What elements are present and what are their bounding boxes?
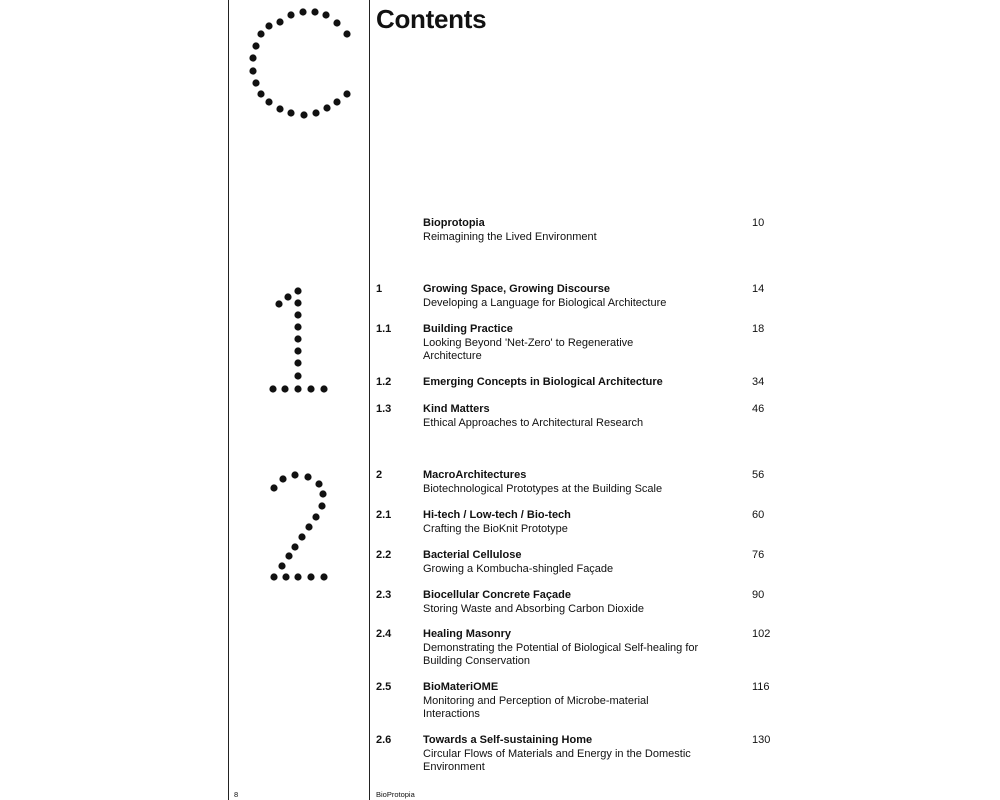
page-title: Contents — [376, 4, 487, 34]
glyph-dot — [276, 18, 283, 25]
entry-text — [423, 734, 698, 775]
entry-subtitle: Ethical Approaches to Architectural Research — [423, 416, 644, 429]
entry-text — [423, 323, 653, 364]
glyph-dot — [319, 490, 326, 497]
glyph-dot — [275, 300, 282, 307]
entry-number: 2.2 — [376, 549, 392, 561]
glyph-dot — [278, 562, 285, 569]
glyph-dot — [294, 335, 301, 342]
dotted-glyphs — [0, 0, 370, 800]
glyph-dot — [285, 552, 292, 559]
glyph-dot — [257, 90, 264, 97]
glyph-dot — [318, 502, 325, 509]
dotted-numeral-1-glyph — [269, 287, 327, 392]
entry-page-number: 90 — [752, 589, 765, 601]
entry-title: Growing Space, Growing Discourse — [423, 283, 611, 295]
entry-subtitle: Looking Beyond 'Net-Zero' to Regenerative Architecture — [423, 336, 634, 362]
entry-title: Hi-tech / Low-tech / Bio-tech — [423, 509, 571, 521]
glyph-dot — [294, 385, 301, 392]
entry-page-number: 60 — [752, 509, 765, 521]
entry-number: 2.1 — [376, 509, 392, 521]
glyph-dot — [307, 385, 314, 392]
entry-title: Emerging Concepts in Biological Architecture — [423, 376, 663, 388]
glyph-dot — [249, 54, 256, 61]
glyph-dot — [305, 523, 312, 530]
glyph-dot — [287, 109, 294, 116]
entry-number: 1.1 — [376, 323, 392, 335]
entry-page-number: 10 — [752, 217, 765, 229]
entry-title: Bacterial Cellulose — [423, 549, 522, 561]
glyph-dot — [343, 30, 350, 37]
glyph-dot — [252, 42, 259, 49]
entry-title: Kind Matters — [423, 403, 490, 415]
glyph-dot — [307, 573, 314, 580]
entry-number: 2.4 — [376, 628, 392, 640]
entry-subtitle: Crafting the BioKnit Prototype — [423, 522, 568, 535]
entry-text — [423, 469, 713, 496]
entry-page-number: 102 — [752, 628, 771, 640]
glyph-dot — [294, 347, 301, 354]
glyph-dot — [315, 480, 322, 487]
entry-text — [423, 549, 713, 576]
glyph-dot — [269, 385, 276, 392]
glyph-dot — [294, 359, 301, 366]
glyph-dot — [294, 299, 301, 306]
entry-subtitle: Demonstrating the Potential of Biological Self-healing for Building Conservation — [423, 641, 699, 667]
dotted-letter-c-glyph — [249, 8, 350, 118]
entry-text — [423, 283, 713, 310]
glyph-dot — [291, 471, 298, 478]
glyph-dot — [270, 573, 277, 580]
entry-subtitle: Reimagining the Lived Environment — [423, 230, 597, 243]
glyph-dot — [298, 533, 305, 540]
entry-title: Bioprotopia — [423, 217, 485, 229]
entry-number: 1.3 — [376, 403, 392, 415]
entry-text — [423, 509, 713, 536]
glyph-dot — [294, 287, 301, 294]
entry-number: 2.6 — [376, 734, 392, 746]
glyph-dot — [257, 30, 264, 37]
entry-number: 1 — [376, 283, 383, 295]
entry-page-number: 56 — [752, 469, 765, 481]
glyph-dot — [322, 11, 329, 18]
entry-text — [423, 628, 703, 669]
glyph-dot — [304, 473, 311, 480]
glyph-dot — [270, 484, 277, 491]
entry-number: 1.2 — [376, 376, 392, 388]
entry-page-number: 18 — [752, 323, 765, 335]
glyph-dot — [294, 323, 301, 330]
entry-page-number: 14 — [752, 283, 765, 295]
entry-subtitle: Biotechnological Prototypes at the Building Scale — [423, 482, 663, 495]
entry-subtitle: Circular Flows of Materials and Energy in the Domestic Environment — [423, 747, 691, 773]
glyph-dot — [299, 8, 306, 15]
glyph-dot — [320, 385, 327, 392]
entry-page-number: 130 — [752, 734, 771, 746]
dotted-numeral-2-glyph — [270, 471, 327, 580]
entry-text — [423, 376, 713, 390]
glyph-dot — [333, 98, 340, 105]
entry-page-number: 34 — [752, 376, 765, 388]
glyph-dot — [300, 111, 307, 118]
entry-text — [423, 681, 673, 722]
glyph-dot — [291, 543, 298, 550]
entry-text — [423, 403, 713, 430]
glyph-dot — [320, 573, 327, 580]
entry-subtitle: Developing a Language for Biological Architecture — [423, 296, 667, 309]
entry-page-number: 46 — [752, 403, 765, 415]
glyph-dot — [276, 105, 283, 112]
glyph-dot — [294, 573, 301, 580]
glyph-dot — [312, 109, 319, 116]
entry-title: Towards a Self-sustaining Home — [423, 734, 593, 746]
entry-title: BioMateriOME — [423, 681, 499, 693]
glyph-dot — [323, 104, 330, 111]
entry-subtitle: Growing a Kombucha-shingled Façade — [423, 562, 614, 575]
glyph-dot — [287, 11, 294, 18]
glyph-dot — [265, 98, 272, 105]
glyph-dot — [279, 475, 286, 482]
glyph-dot — [249, 67, 256, 74]
entry-subtitle: Monitoring and Perception of Microbe-material Interactions — [423, 694, 649, 720]
entry-page-number: 116 — [752, 681, 770, 693]
glyph-dot — [294, 372, 301, 379]
entry-title: Building Practice — [423, 323, 513, 335]
entry-number: 2.3 — [376, 589, 392, 601]
entry-text — [423, 589, 713, 616]
glyph-dot — [311, 8, 318, 15]
entry-text — [423, 217, 713, 244]
entry-subtitle: Storing Waste and Absorbing Carbon Dioxide — [423, 602, 644, 615]
glyph-dot — [343, 90, 350, 97]
glyph-dot — [281, 385, 288, 392]
glyph-dot — [333, 19, 340, 26]
glyph-dot — [312, 513, 319, 520]
glyph-dot — [294, 311, 301, 318]
folio-page-number: 8 — [234, 790, 239, 799]
entry-title: Healing Masonry — [423, 628, 512, 640]
glyph-dot — [265, 22, 272, 29]
entry-number: 2 — [376, 469, 383, 481]
entry-title: MacroArchitectures — [423, 469, 527, 481]
running-footer: BioProtopia — [376, 790, 415, 799]
entry-page-number: 76 — [752, 549, 765, 561]
glyph-dot — [252, 79, 259, 86]
glyph-dot — [284, 293, 291, 300]
entry-number: 2.5 — [376, 681, 392, 693]
glyph-dot — [282, 573, 289, 580]
entry-title: Biocellular Concrete Façade — [423, 589, 571, 601]
